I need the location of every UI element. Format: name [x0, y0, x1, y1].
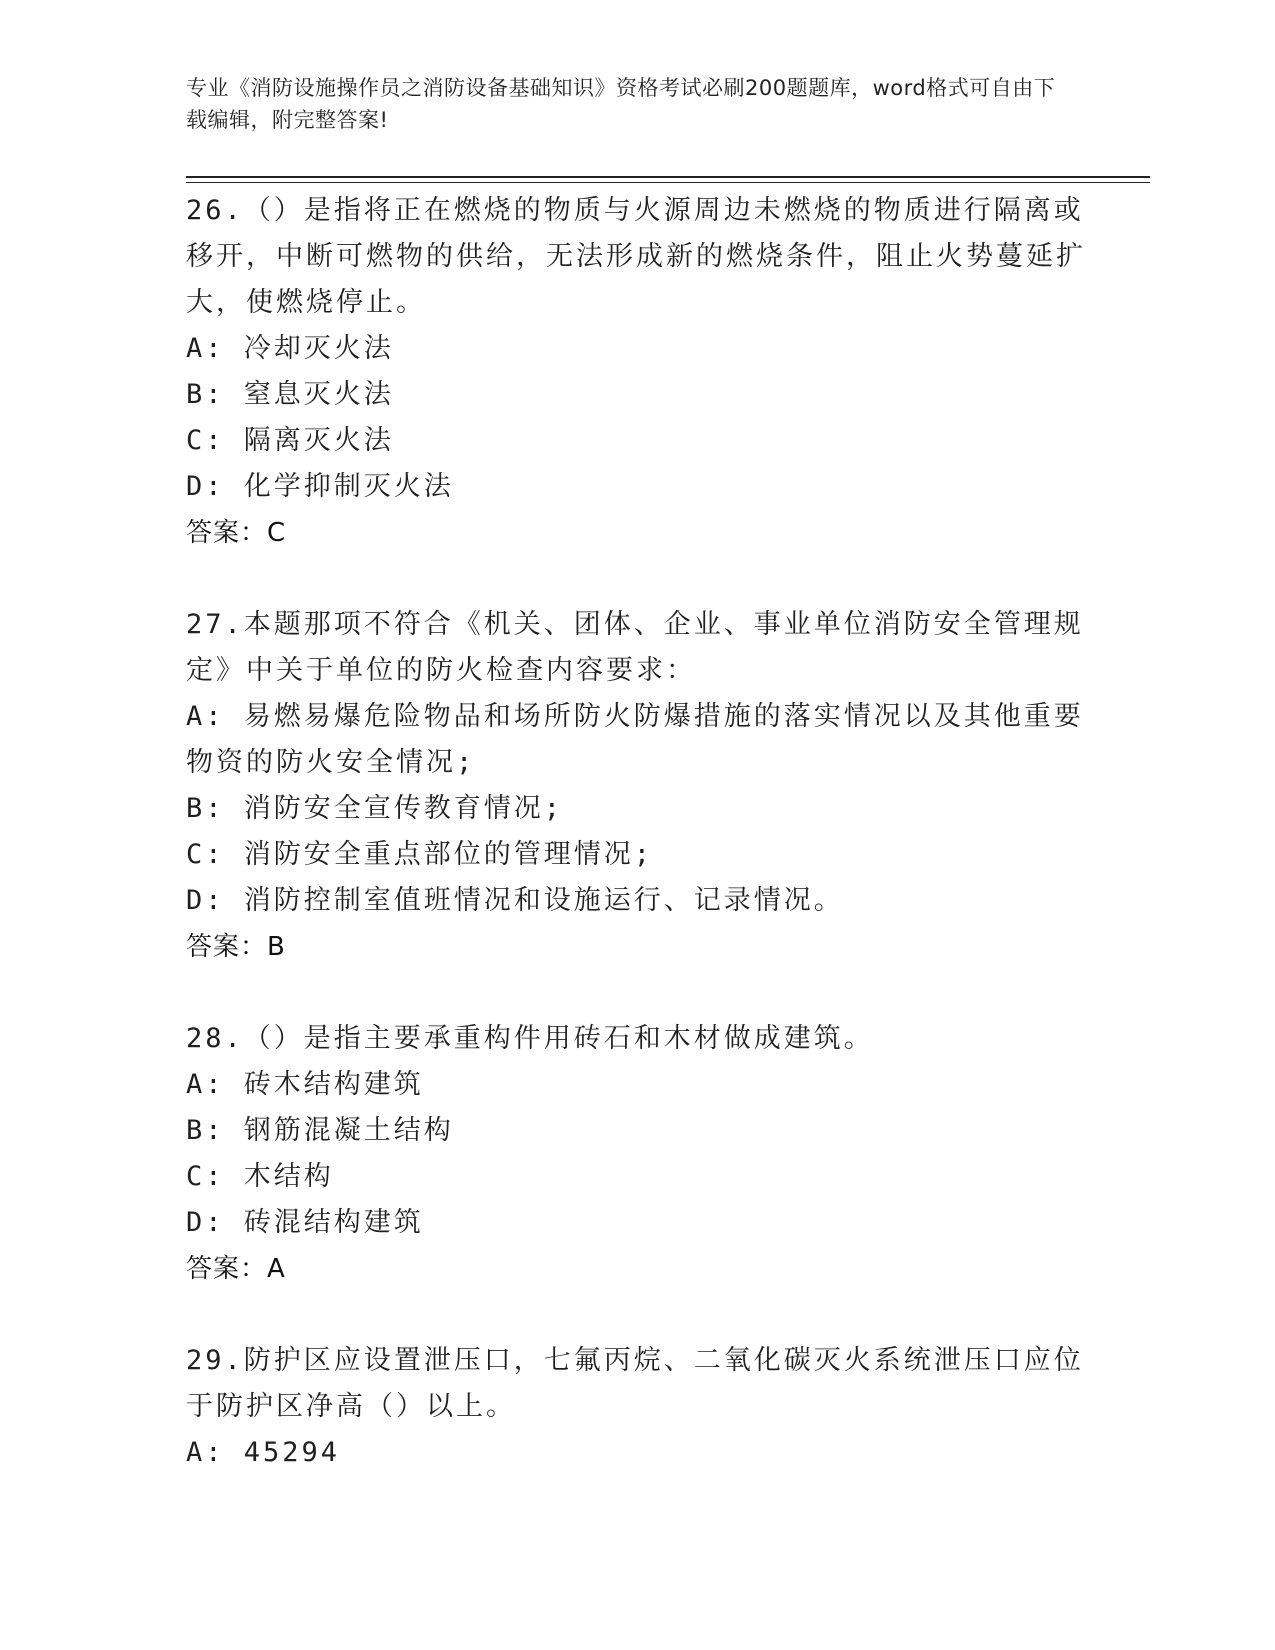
header-rule-thick	[186, 176, 1150, 178]
option-d: D: 砖混结构建筑	[186, 1207, 424, 1238]
answer-line: 答案：C	[186, 518, 287, 548]
answer-line: 答案：B	[186, 932, 286, 962]
option-b: B: 消防安全宣传教育情况;	[186, 793, 564, 824]
option-d: D: 消防控制室值班情况和设施运行、记录情况。	[186, 885, 844, 916]
option-c: C: 隔离灭火法	[186, 425, 394, 456]
document-header: 专业《消防设施操作员之消防设备基础知识》资格考试必刷200题题库，word格式可自由下载编辑，附完整答案!	[186, 76, 1056, 132]
option-c: C: 消防安全重点部位的管理情况;	[186, 839, 654, 870]
option-b: B: 窒息灭火法	[186, 379, 394, 410]
option-a: A: 45294	[186, 1437, 341, 1468]
question-stem: 28.（）是指主要承重构件用砖石和木材做成建筑。	[186, 1023, 874, 1054]
question-29	[186, 1338, 1086, 1476]
option-c: C: 木结构	[186, 1161, 334, 1192]
question-stem: 26.（）是指将正在燃烧的物质与火源周边未燃烧的物质进行隔离或移开，中断可燃物的供给，无法形成新的燃烧条件，阻止火势蔓延扩大，使燃烧停止。	[186, 195, 1086, 318]
option-a: A: 易燃易爆危险物品和场所防火防爆措施的落实情况以及其他重要物资的防火安全情况;	[186, 701, 1084, 778]
question-stem: 27.本题那项不符合《机关、团体、企业、事业单位消防安全管理规定》中关于单位的防火检查内容要求：	[186, 609, 1084, 686]
option-a: A: 砖木结构建筑	[186, 1069, 424, 1100]
question-26	[186, 188, 1086, 556]
option-d: D: 化学抑制灭火法	[186, 471, 454, 502]
question-list	[186, 188, 1086, 1522]
option-b: B: 钢筋混凝土结构	[186, 1115, 454, 1146]
option-a: A: 冷却灭火法	[186, 333, 394, 364]
question-27	[186, 602, 1086, 970]
question-stem: 29.防护区应设置泄压口，七氟丙烷、二氧化碳灭火系统泄压口应位于防护区净高（）以上。	[186, 1345, 1084, 1422]
header-rule-thin	[186, 182, 1150, 183]
question-28	[186, 1016, 1086, 1292]
answer-line: 答案：A	[186, 1254, 286, 1284]
